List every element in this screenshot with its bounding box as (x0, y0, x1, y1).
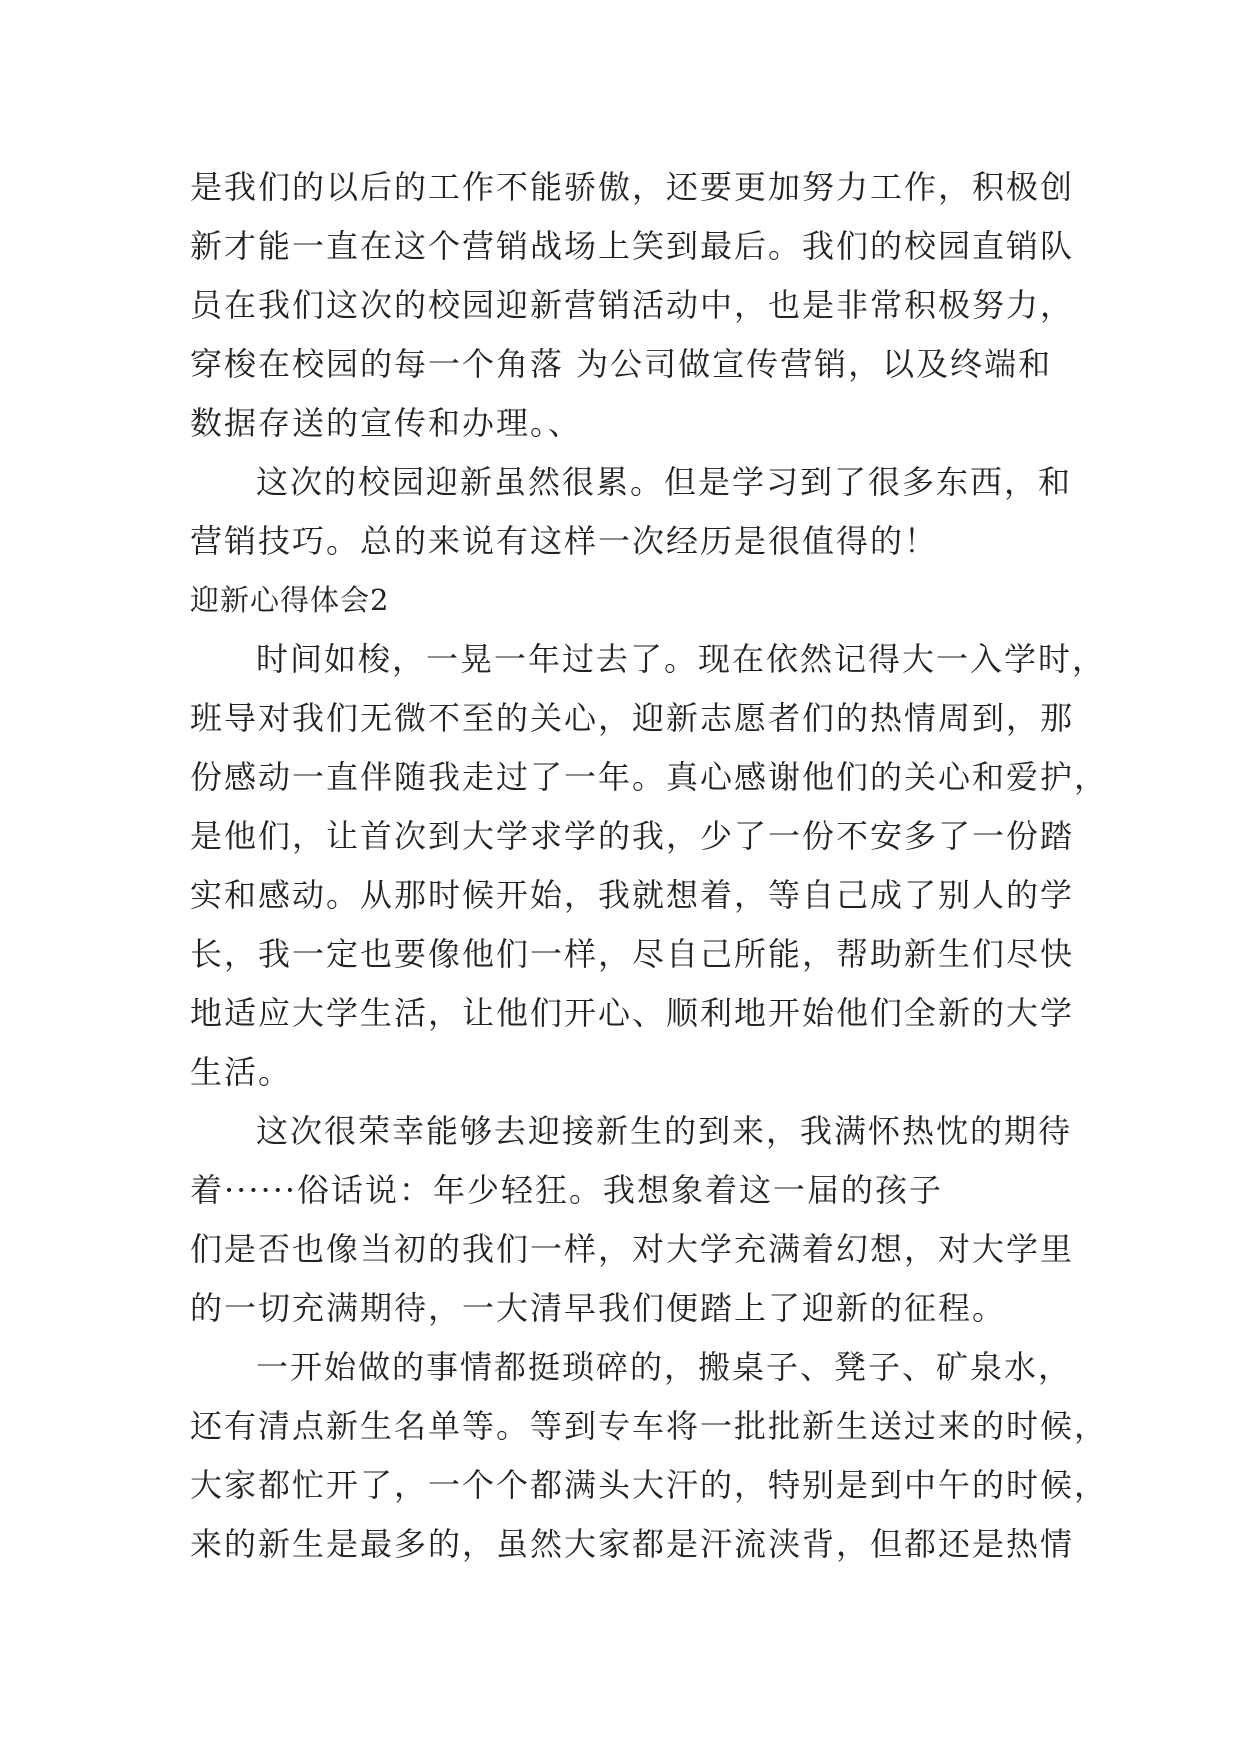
paragraph-first-line: 一开始做的事情都挺琐碎的，搬桌子、凳子、矿泉水， (256, 1348, 1073, 1386)
paragraph-first-line: 这次很荣幸能够去迎接新生的到来，我满怀热忱的期待 (256, 1112, 1073, 1150)
paragraph-first-line: 这次的校园迎新虽然很累。但是学习到了很多东西，和 (256, 463, 1073, 501)
paragraph-first-line: 时间如梭，一晃一年过去了。现在依然记得大一入学时， (256, 640, 1107, 678)
text-line: 着······俗话说：年少轻狂。我想象着这一届的孩子 (190, 1171, 944, 1209)
text-line: 员在我们这次的校园迎新营销活动中，也是非常积极努力， (190, 286, 1075, 324)
text-line: 是我们的以后的工作不能骄傲，还要更加努力工作，积极创 (190, 168, 1075, 206)
text-line: 班导对我们无微不至的关心，迎新志愿者们的热情周到，那 (190, 699, 1075, 737)
text-line: 是他们，让首次到大学求学的我，少了一份不安多了一份踏 (190, 817, 1075, 855)
text-line: 长，我一定也要像他们一样，尽自己所能，帮助新生们尽快 (190, 935, 1075, 973)
text-line: 来的新生是最多的，虽然大家都是汗流浃背，但都还是热情 (190, 1525, 1075, 1563)
text-line: 穿梭在校园的每一个角落 为公司做宣传营销，以及终端和 (190, 345, 1053, 383)
text-line: 们是否也像当初的我们一样，对大学充满着幻想，对大学里 (190, 1230, 1075, 1268)
text-line: 大家都忙开了，一个个都满头大汗的，特别是到中午的时候， (190, 1466, 1109, 1504)
section-heading: 迎新心得体会2 (190, 583, 390, 617)
text-line: 份感动一直伴随我走过了一年。真心感谢他们的关心和爱护， (190, 758, 1109, 796)
text-line: 的一切充满期待，一大清早我们便踏上了迎新的征程。 (190, 1289, 1007, 1327)
document-body (190, 158, 1109, 1574)
text-line: 生活。 (190, 1053, 293, 1091)
text-line: 营销技巧。总的来说有这样一次经历是很值得的！ (190, 522, 939, 560)
text-line: 地适应大学生活，让他们开心、顺利地开始他们全新的大学 (190, 994, 1075, 1032)
text-line: 新才能一直在这个营销战场上笑到最后。我们的校园直销队 (190, 227, 1075, 265)
text-line: 实和感动。从那时候开始，我就想着，等自己成了别人的学 (190, 876, 1075, 914)
text-line: 还有清点新生名单等。等到专车将一批批新生送过来的时候， (190, 1407, 1109, 1445)
text-line: 数据存送的宣传和办理。、 (190, 404, 583, 442)
